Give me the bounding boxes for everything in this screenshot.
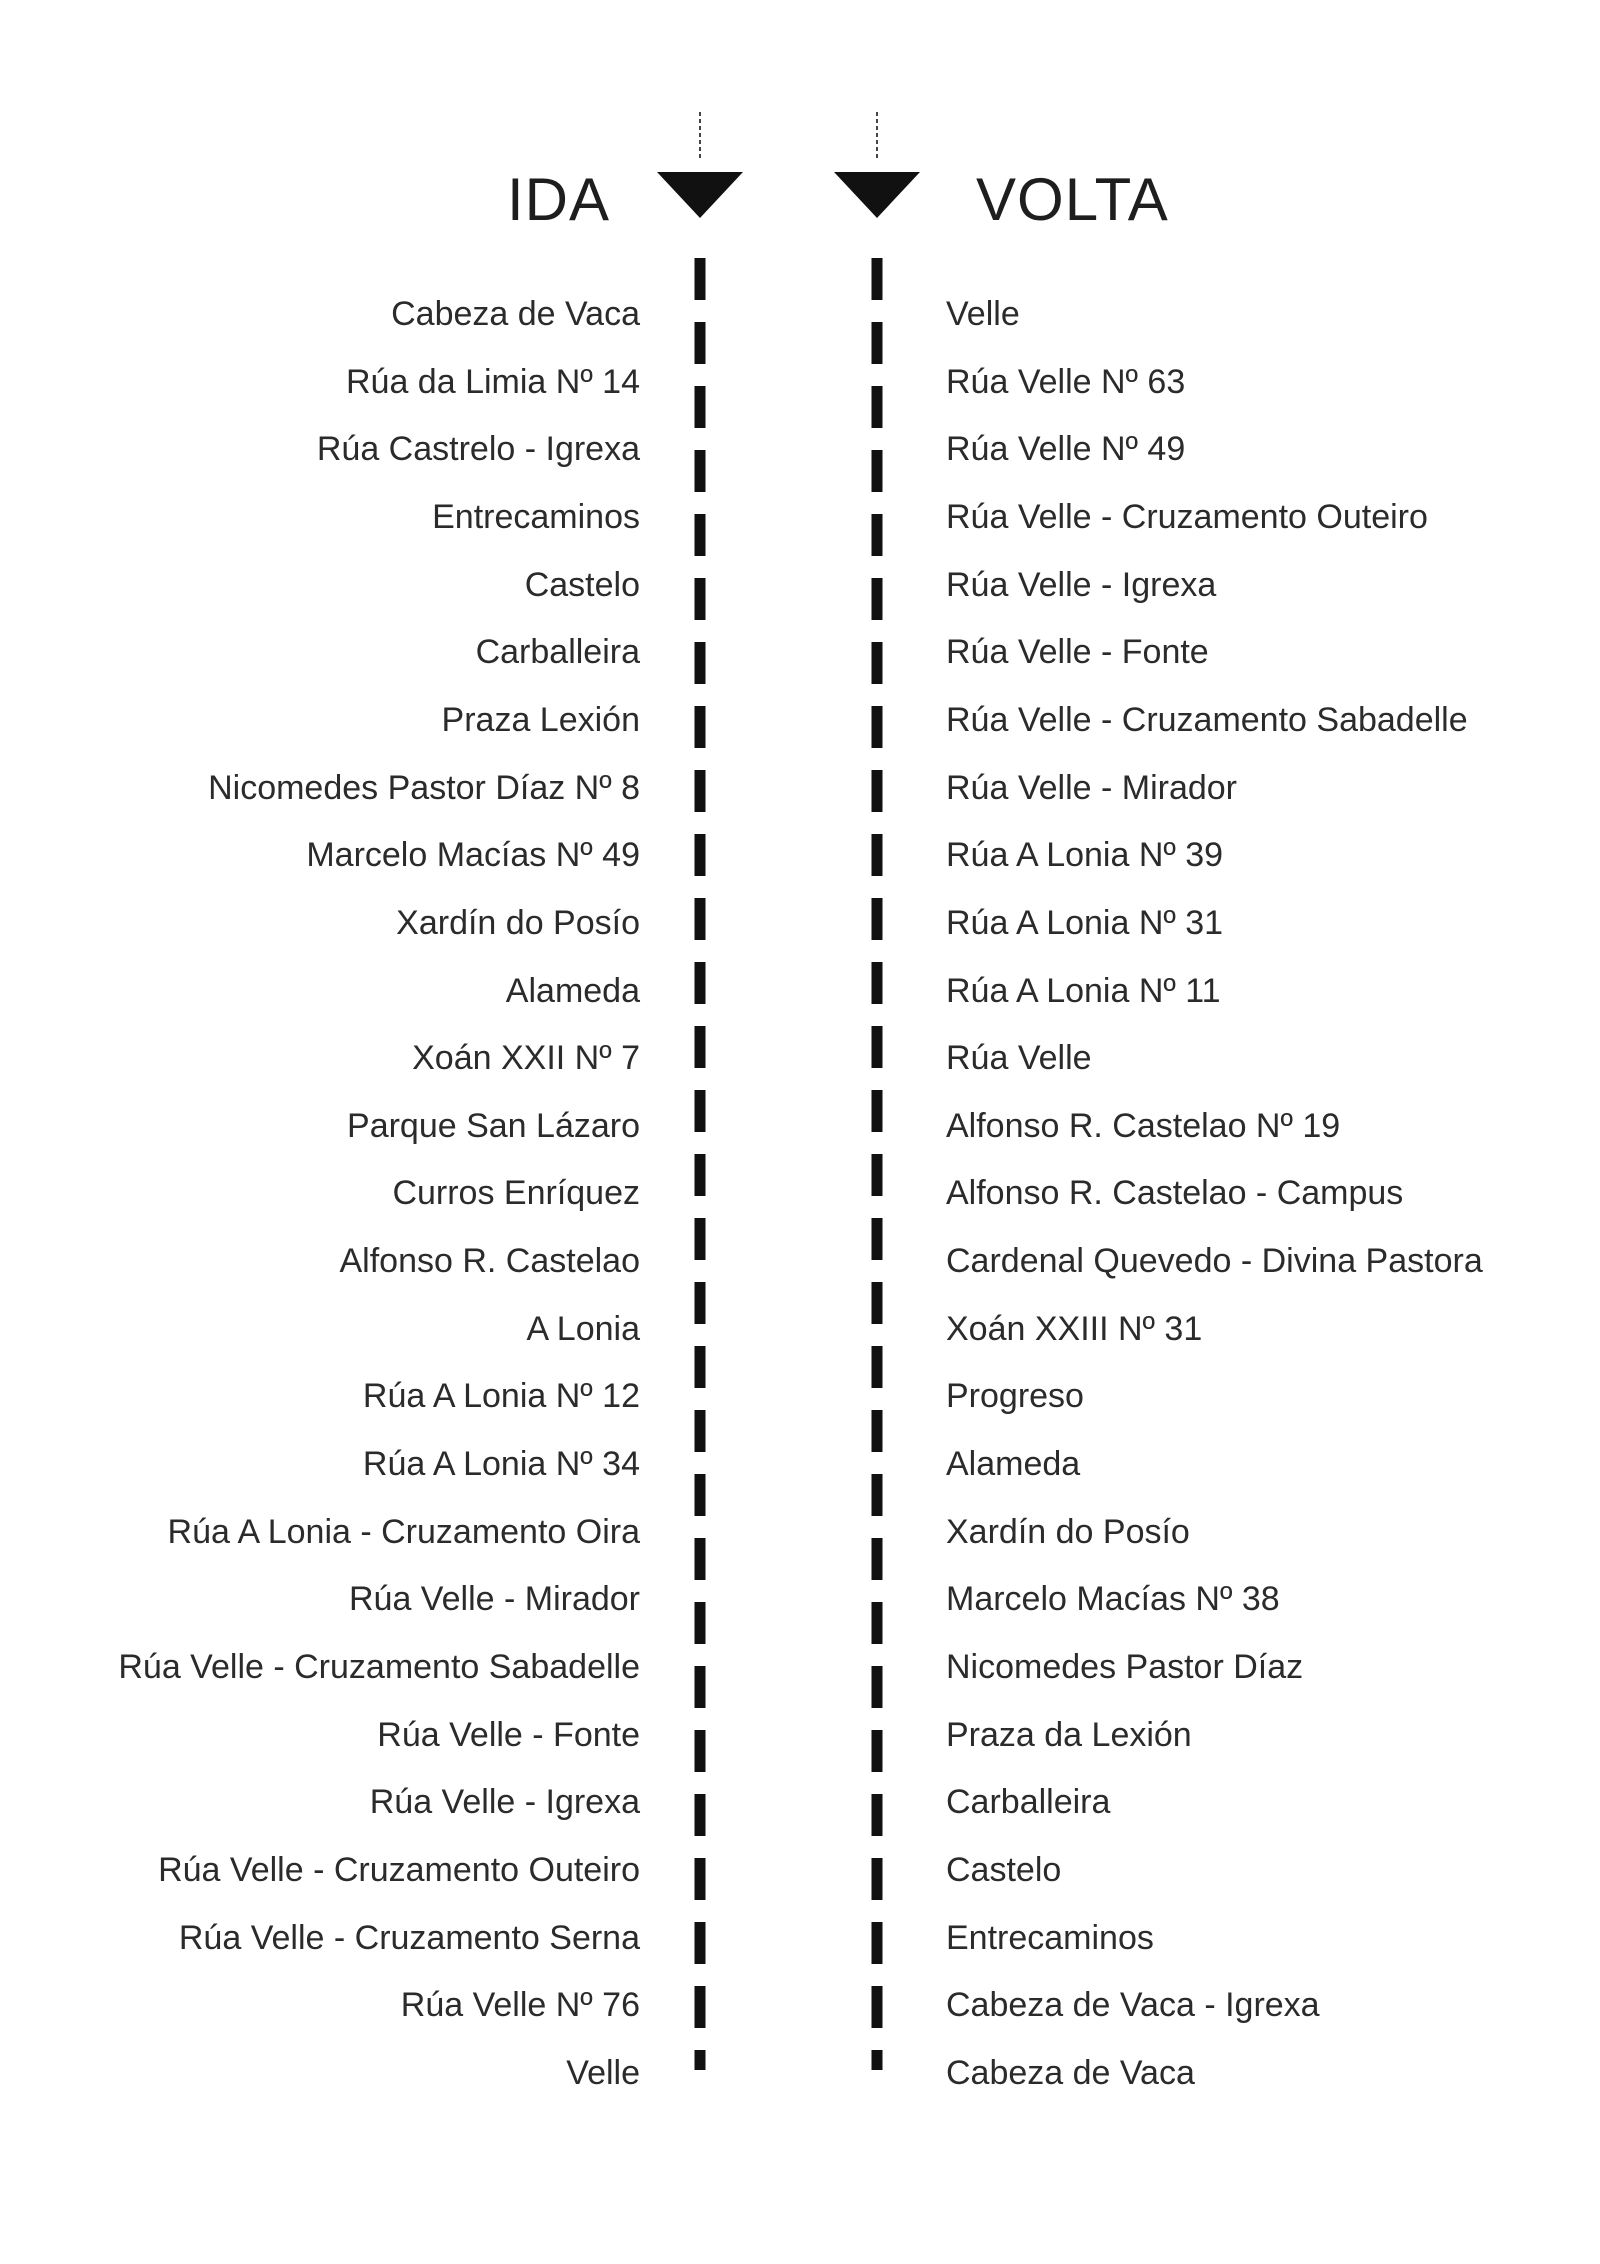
return-route-line: [834, 112, 920, 2070]
outbound-stop: Rúa Velle - Mirador: [348, 1580, 640, 1619]
outbound-stop: Rúa A Lonia - Cruzamento Oira: [167, 1512, 640, 1551]
outbound-stop-list: [0, 0, 640, 2264]
return-stop: Cabeza de Vaca: [946, 2053, 1195, 2092]
outbound-stop: A Lonia: [526, 1309, 640, 1348]
outbound-stop: Alfonso R. Castelao: [339, 1242, 640, 1281]
outbound-stop: Castelo: [524, 565, 640, 604]
return-stop: Rúa Velle: [946, 1039, 1092, 1078]
outbound-stop: Rúa A Lonia Nº 12: [362, 1377, 640, 1416]
return-stop: Rúa A Lonia Nº 39: [946, 836, 1224, 875]
outbound-stop: Rúa da Limia Nº 14: [345, 362, 640, 401]
return-stop: Alfonso R. Castelao Nº 19: [946, 1106, 1341, 1145]
outbound-stop: Carballeira: [475, 633, 640, 672]
return-title: VOLTA: [976, 166, 1169, 233]
return-stop: Progreso: [946, 1377, 1084, 1416]
return-arrow-icon: [834, 172, 920, 218]
return-stop-list: [946, 0, 1566, 2264]
outbound-stop: Rúa Velle - Fonte: [377, 1715, 640, 1754]
return-stop: Carballeira: [946, 1783, 1111, 1822]
return-stop: Rúa Velle - Cruzamento Sabadelle: [946, 700, 1468, 739]
outbound-stop: Rúa Castrelo - Igrexa: [316, 430, 640, 469]
return-stop: Cardenal Quevedo - Divina Pastora: [946, 1242, 1483, 1281]
outbound-stop: Cabeza de Vaca: [391, 295, 640, 333]
outbound-stop: Xardín do Posío: [396, 903, 640, 942]
outbound-stop: Praza Lexión: [441, 700, 640, 739]
return-stop: Xardín do Posío: [946, 1512, 1190, 1551]
return-stop: Cabeza de Vaca - Igrexa: [946, 1986, 1320, 2025]
outbound-stop: Velle: [566, 2053, 640, 2092]
return-stop: Velle: [946, 295, 1020, 333]
return-stop: Rúa Velle Nº 63: [946, 362, 1186, 401]
outbound-arrow-icon: [657, 172, 743, 218]
return-stop: Xoán XXIII Nº 31: [946, 1309, 1203, 1348]
outbound-stop: Alameda: [505, 971, 640, 1010]
return-stop: Nicomedes Pastor Díaz: [946, 1648, 1304, 1686]
return-stop: Rúa A Lonia Nº 31: [946, 903, 1224, 942]
return-stop: Praza da Lexión: [946, 1715, 1192, 1754]
outbound-stop: Curros Enríquez: [392, 1174, 640, 1213]
outbound-stop: Rúa Velle Nº 76: [400, 1986, 640, 2025]
outbound-stop: Rúa Velle - Cruzamento Outeiro: [158, 1850, 640, 1889]
outbound-route-line: [657, 112, 743, 2070]
return-stop: Entrecaminos: [946, 1918, 1154, 1957]
outbound-stop: Nicomedes Pastor Díaz Nº 8: [208, 768, 640, 807]
outbound-stop: Parque San Lázaro: [347, 1106, 640, 1145]
return-stop: Rúa Velle - Fonte: [946, 633, 1209, 672]
outbound-stop: Rúa Velle - Igrexa: [369, 1783, 640, 1822]
return-stop: Marcelo Macías Nº 38: [946, 1580, 1280, 1619]
outbound-stop: Rúa A Lonia Nº 34: [362, 1445, 640, 1484]
outbound-stop: Rúa Velle - Cruzamento Serna: [178, 1918, 640, 1957]
return-stop: Rúa Velle - Mirador: [946, 768, 1238, 807]
return-stop: Castelo: [946, 1850, 1062, 1889]
return-stop: Rúa Velle Nº 49: [946, 430, 1186, 469]
outbound-stop: Marcelo Macías Nº 49: [306, 836, 640, 875]
outbound-stop: Entrecaminos: [432, 497, 640, 536]
return-stop: Rúa Velle - Cruzamento Outeiro: [946, 497, 1428, 536]
outbound-stop: Xoán XXII Nº 7: [412, 1039, 640, 1078]
return-stop: Rúa Velle - Igrexa: [946, 565, 1217, 604]
outbound-stop: Rúa Velle - Cruzamento Sabadelle: [118, 1648, 640, 1686]
outbound-title: IDA: [506, 166, 610, 233]
return-stop: Alfonso R. Castelao - Campus: [946, 1174, 1404, 1213]
return-stop: Alameda: [946, 1445, 1081, 1484]
return-stop: Rúa A Lonia Nº 11: [946, 971, 1221, 1010]
